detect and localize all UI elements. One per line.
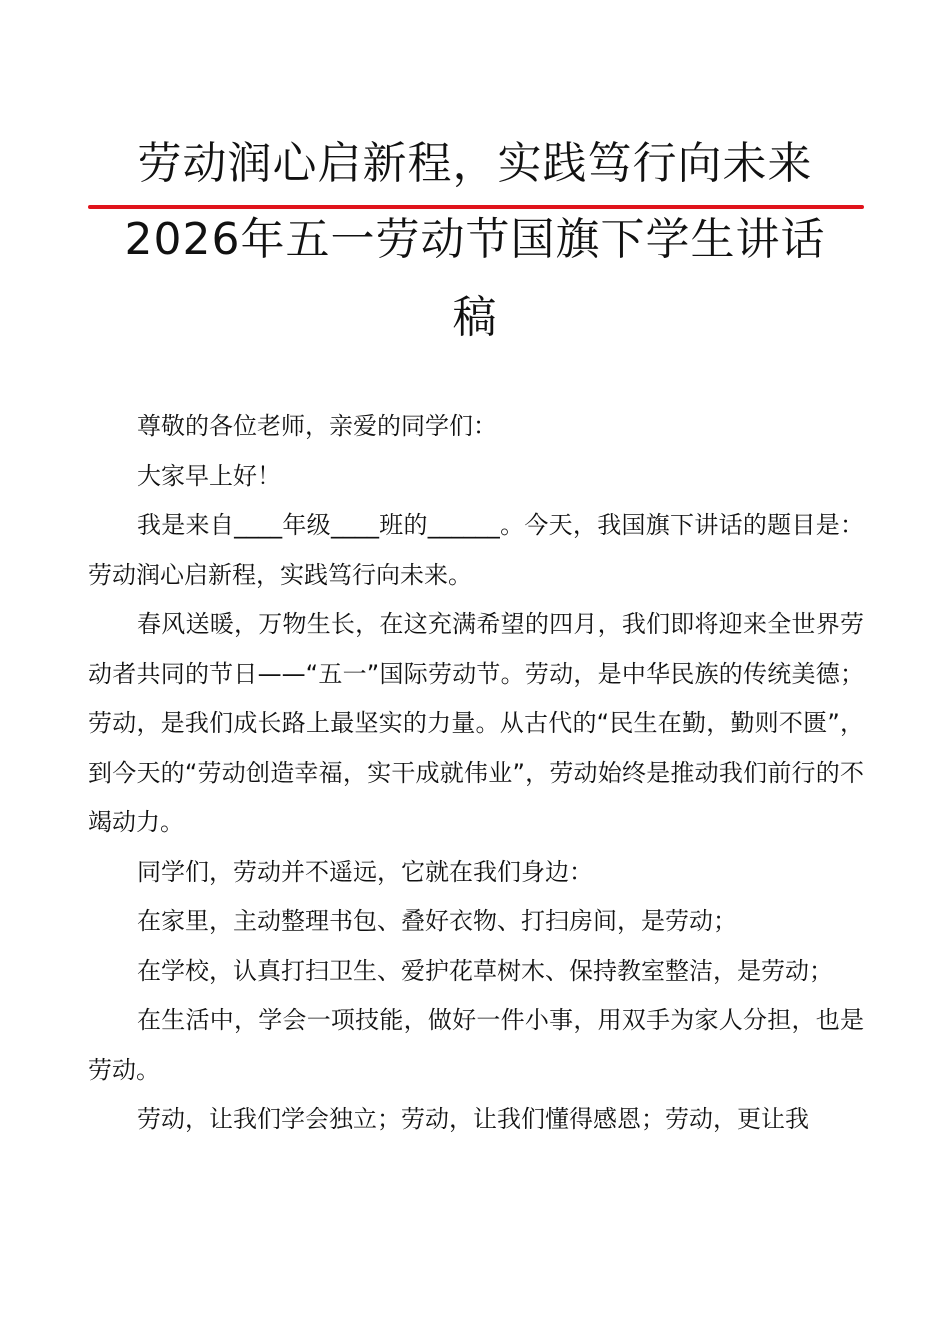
- paragraph-at-school: 在学校，认真打扫卫生、爱护花草树木、保持教室整洁，是劳动；: [137, 956, 833, 985]
- paragraph-at-home: 在家里，主动整理书包、叠好衣物、打扫房间，是劳动；: [137, 907, 737, 935]
- title-line-2: 2026年五一劳动节国旗下学生讲话: [124, 214, 826, 265]
- paragraph-labor-nearby: 同学们，劳动并不遥远，它就在我们身边：: [137, 857, 593, 886]
- paragraph-labor-teaches: 劳动，让我们学会独立；劳动，让我们懂得感恩；劳动，更让我: [137, 1105, 809, 1133]
- title-line-1: 劳动润心启新程，实践笃行向未来: [137, 138, 813, 189]
- morning-greeting: 大家早上好！: [137, 461, 281, 490]
- speech-body: [88, 402, 864, 1145]
- title-line-3: 稿: [452, 292, 498, 343]
- greeting: 尊敬的各位老师，亲爱的同学们：: [137, 412, 497, 440]
- paragraph-in-life: 在生活中，学会一项技能，做好一件小事，用双手为家人分担，也是劳动。: [88, 1006, 864, 1084]
- red-divider: [88, 205, 864, 209]
- self-introduction: 我是来自____年级____班的______。今天，我国旗下讲话的题目是：劳动润心启新程，实践笃行向未来。: [88, 511, 864, 589]
- paragraph-spring: 春风送暖，万物生长，在这充满希望的四月，我们即将迎来全世界劳动者共同的节日——“五一”国际劳动节。劳动，是中华民族的传统美德；劳动，是我们成长路上最坚实的力量。从古代的“民生在勤，勤则不匮”，到今天的“劳动创造幸福，实干成就伟业”，劳动始终是推动我们前行的不竭动力。: [88, 610, 864, 836]
